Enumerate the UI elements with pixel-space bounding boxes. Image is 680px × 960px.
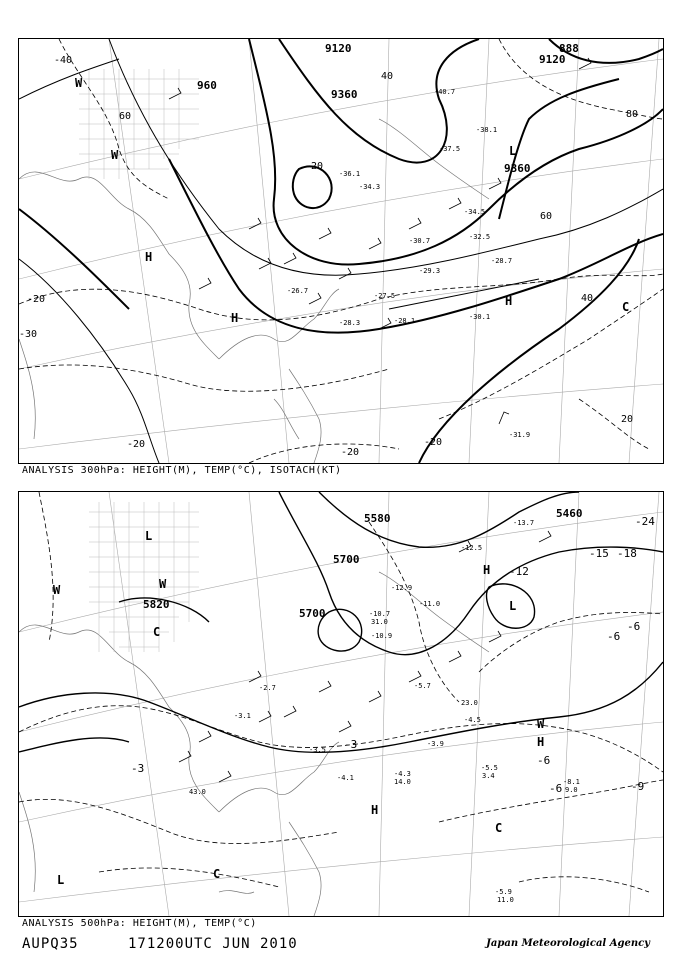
station-value: 9.0 (565, 786, 578, 794)
station-value: -8.1 (563, 778, 580, 786)
station-value: -27.5 (374, 292, 396, 300)
station-value: -10.7 (369, 610, 391, 618)
wind-barbs (179, 531, 551, 782)
hatch-region (89, 502, 199, 652)
station-value: -34.3 (359, 183, 381, 191)
station-value: 14.0 (394, 778, 411, 786)
height-label: 5700 (333, 553, 360, 566)
warm-center: W (159, 577, 167, 591)
height-label: 5580 (364, 512, 391, 525)
chart-id: AUPQ35 (22, 936, 79, 952)
station-values (287, 88, 530, 439)
station-value: -28.7 (491, 257, 513, 265)
map-500hpa-canvas (19, 492, 663, 916)
high-center: H (537, 735, 545, 749)
agency-credit: Japan Meteorological Agency (486, 938, 650, 949)
low-center: L (509, 144, 517, 158)
station-value: -40.7 (434, 88, 456, 96)
temp-label: -3 (131, 762, 145, 775)
temp-label: -24 (635, 515, 655, 528)
station-value: 31.0 (371, 618, 388, 626)
isotach-label: 60 (540, 211, 553, 222)
station-value: -5.9 (495, 888, 512, 896)
isotach-label: 20 (311, 161, 324, 172)
height-label: 5700 (299, 607, 326, 620)
temp-label: -6 (627, 620, 641, 633)
caption-300hpa: ANALYSIS 300hPa: HEIGHT(M), TEMP(°C), ISOTACH(KT) (22, 465, 342, 476)
pressure-centers (53, 529, 545, 887)
temp-label: -18 (617, 547, 637, 560)
high-center: H (231, 311, 239, 325)
warm-center: W (75, 76, 83, 90)
station-value: -30.7 (409, 237, 431, 245)
height-contours (19, 39, 663, 463)
station-value: -37.5 (439, 145, 461, 153)
station-value: -12.5 (461, 544, 483, 552)
isotherms (19, 39, 663, 463)
cold-center: C (213, 867, 221, 881)
temp-label: -6 (549, 782, 563, 795)
height-label: 960 (197, 79, 217, 92)
temp-label: -15 (589, 547, 609, 560)
cold-center: C (153, 625, 161, 639)
high-center: H (371, 803, 379, 817)
cold-center: C (495, 821, 503, 835)
station-value: -3.1 (234, 712, 251, 720)
high-center: H (145, 250, 153, 264)
temp-labels (19, 55, 442, 458)
warm-center: W (53, 583, 61, 597)
warm-center: W (537, 717, 545, 731)
temp-label: -20 (27, 294, 46, 305)
map-300hpa (18, 38, 664, 464)
station-value: -4.3 (394, 770, 411, 778)
isotachs (19, 39, 663, 463)
valid-time: 171200UTC JUN 2010 (128, 936, 298, 952)
station-value: -3.5 (309, 746, 326, 754)
station-value: -34.5 (464, 208, 486, 216)
temp-label: -6 (537, 754, 551, 767)
station-value: -5.7 (414, 682, 431, 690)
temp-label: -12 (509, 565, 529, 578)
station-value: -4.1 (337, 774, 354, 782)
pressure-centers (75, 76, 629, 325)
station-value: -4.5 (464, 716, 481, 724)
height-label: 888 (559, 42, 579, 55)
temp-label: -9 (631, 780, 645, 793)
isotherms (19, 492, 663, 892)
height-label: 9360 (331, 88, 358, 101)
coastline (19, 572, 489, 916)
station-value: -2.7 (259, 684, 276, 692)
station-value: -12.9 (391, 584, 413, 592)
station-value: 43.0 (189, 788, 206, 796)
station-value: 3.4 (482, 772, 495, 780)
temp-label: -6 (607, 630, 621, 643)
station-value: -13.7 (513, 519, 535, 527)
temp-label: -40 (54, 55, 73, 66)
height-contours (19, 492, 663, 752)
isotach-hatch (79, 69, 199, 179)
caption-500hpa: ANALYSIS 500hPa: HEIGHT(M), TEMP(°C) (22, 918, 257, 929)
station-value: -3.9 (427, 740, 444, 748)
temp-label: -3 (344, 738, 358, 751)
high-center: H (505, 294, 513, 308)
height-label: 5820 (143, 598, 170, 611)
station-value: -36.1 (339, 170, 361, 178)
low-center: L (57, 873, 65, 887)
isotach-label: 60 (119, 111, 132, 122)
isotach-label: 80 (626, 109, 639, 120)
station-value: -26.7 (287, 287, 309, 295)
map-500hpa (18, 491, 664, 917)
graticule (19, 39, 663, 463)
isotach-label: 20 (621, 414, 634, 425)
low-center: L (509, 599, 517, 613)
height-label: 5460 (556, 507, 583, 520)
station-value: -28.1 (394, 317, 416, 325)
temp-label: -30 (19, 329, 38, 340)
station-value: -10.9 (371, 632, 393, 640)
high-center: H (483, 563, 491, 577)
low-center: L (145, 529, 153, 543)
map-300hpa-canvas (19, 39, 663, 463)
station-value: -29.3 (419, 267, 441, 275)
station-value: 23.0 (461, 699, 478, 707)
station-value: -5.5 (481, 764, 498, 772)
station-value: -11.0 (419, 600, 441, 608)
station-value: -31.9 (509, 431, 531, 439)
coastline (19, 119, 489, 463)
temp-label: -20 (424, 437, 443, 448)
height-label: 9360 (504, 162, 531, 175)
height-label: 9120 (325, 42, 352, 55)
station-value: 11.0 (497, 896, 514, 904)
station-value: -38.1 (476, 126, 498, 134)
isotach-label: 40 (581, 293, 594, 304)
station-value: -28.3 (339, 319, 361, 327)
temp-label: -20 (341, 447, 360, 458)
isotach-label: 40 (381, 71, 394, 82)
temp-labels (131, 515, 655, 795)
height-label: 9120 (539, 53, 566, 66)
cold-center: C (622, 300, 630, 314)
station-value: -32.5 (469, 233, 491, 241)
station-value: -30.1 (469, 313, 491, 321)
warm-center: W (111, 148, 119, 162)
temp-label: -20 (127, 439, 146, 450)
